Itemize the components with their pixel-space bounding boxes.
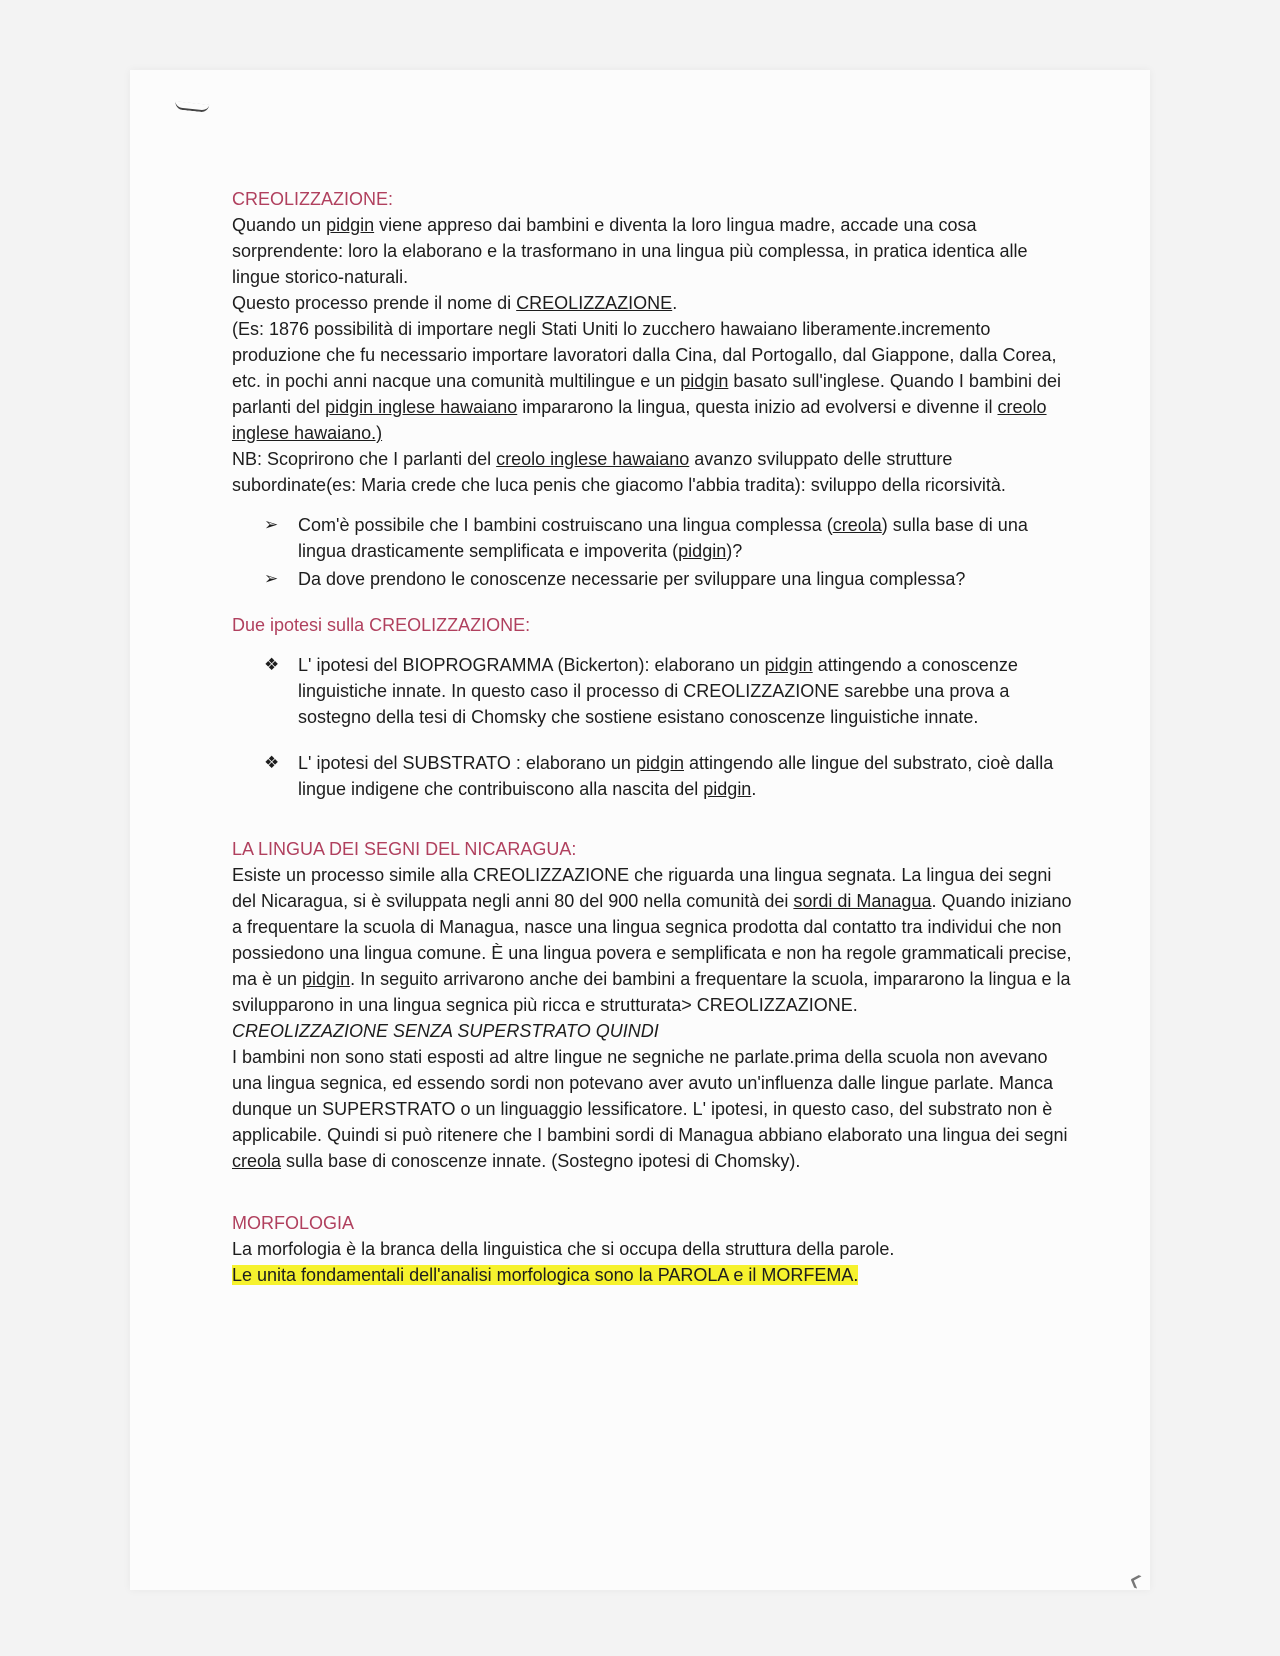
paragraph: La morfologia è la branca della linguistica che si occupa della struttura della parole.	[232, 1239, 895, 1259]
paragraph: Questo processo prende il nome di CREOLIZZAZIONE.	[232, 293, 678, 313]
heading-ipotesi: Due ipotesi sulla CREOLIZZAZIONE:	[232, 615, 531, 635]
list-item: ➢ Da dove prendono le conoscenze necessarie per sviluppare una lingua complessa?	[232, 566, 1072, 592]
page-corner-fold: ‹	[1124, 1559, 1148, 1599]
heading-creolizzazione: CREOLIZZAZIONE:	[232, 189, 394, 209]
diamond-bullet-icon: ❖	[264, 655, 280, 674]
list-item: ➢ Com'è possibile che I bambini costruiscano una lingua complessa (creola) sulla base di una lingua drasticamente semplificata e impoverita (pidgin)?	[232, 512, 1072, 564]
list-item: ❖ L' ipotesi del BIOPROGRAMMA (Bickerton): elaborano un pidgin attingendo a conoscenze linguistiche innate. In questo caso il processo di CREOLIZZAZIONE sarebbe una prova a sostegno della tesi di Chomsky che sostiene esistano conoscenze linguistiche innate.	[232, 652, 1072, 730]
arrow-bullet-icon: ➢	[264, 569, 279, 588]
paragraph-nb: NB: Scoprirono che I parlanti del creolo inglese hawaiano avanzo sviluppato delle strutture subordinate(es: Maria crede che luca penis che giacomo l'abbia tradita): sviluppo della ricorsività.	[232, 449, 1006, 495]
paragraph: I bambini non sono stati esposti ad altre lingue ne segniche ne parlate.prima della scuola non avevano una lingua segnica, ed essendo sordi non potevano aver avuto un'influenza dalle lingue parlate. Manca dunque un SUPERSTRATO o un linguaggio lessificatore. L' ipotesi, in questo caso, del substrato non è applicabile. Quindi si può ritenere che I bambini sordi di Managua abbiano elaborato una lingua dei segni creola sulla base di conoscenze innate. (Sostegno ipotesi di Chomsky).	[232, 1047, 1068, 1171]
document-body	[232, 186, 1072, 1288]
highlighted-paragraph	[232, 1262, 1072, 1288]
heading-nicaragua: LA LINGUA DEI SEGNI DEL NICARAGUA:	[232, 839, 577, 859]
arrow-bullet-icon: ➢	[264, 515, 279, 534]
hypothesis-list	[232, 652, 1072, 802]
paragraph: Quando un pidgin viene appreso dai bambini e diventa la loro lingua madre, accade una cosa sorprendente: loro la elaborano e la trasformano in una lingua più complessa, in pratica identica alle lingue storico-naturali.	[232, 215, 1028, 287]
list-item: ❖ L' ipotesi del SUBSTRATO : elaborano un pidgin attingendo alle lingue del substrato, cioè dalla lingue indigene che contribuiscono alla nascita del pidgin.	[232, 750, 1072, 802]
italic-subheading: CREOLIZZAZIONE SENZA SUPERSTRATO QUINDI	[232, 1021, 659, 1041]
diamond-bullet-icon: ❖	[264, 753, 280, 772]
paragraph: Esiste un processo simile alla CREOLIZZAZIONE che riguarda una lingua segnata. La lingua dei segni del Nicaragua, si è sviluppata negli anni 80 del 900 nella comunità dei sordi di Managua. Quando iniziano a frequentare la scuola di Managua, nasce una lingua segnica prodotta dal contatto tra individui che non possiedono una lingua comune. È una lingua povera e semplificata e non ha regole grammaticali precise, ma è un pidgin. In seguito arrivarono anche dei bambini a frequentare la scuola, impararono la lingua e la svilupparono in una lingua segnica più ricca e strutturata> CREOLIZZAZIONE.	[232, 865, 1072, 1015]
question-list	[232, 512, 1072, 592]
paragraph-example: (Es: 1876 possibilità di importare negli Stati Uniti lo zucchero hawaiano liberamente.incremento produzione che fu necessario importare lavoratori dalla Cina, dal Portogallo, dal Giappone, dalla Corea, etc. in pochi anni nacque una comunità multilingue e un pidgin basato sull'inglese. Quando I bambini dei parlanti del pidgin inglese hawaiano impararono la lingua, questa inizio ad evolversi e divenne il creolo inglese hawaiano.)	[232, 319, 1061, 443]
heading-morfologia: MORFOLOGIA	[232, 1213, 355, 1233]
highlight: Le unita fondamentali dell'analisi morfologica sono la PAROLA e il MORFEMA.	[232, 1265, 859, 1285]
